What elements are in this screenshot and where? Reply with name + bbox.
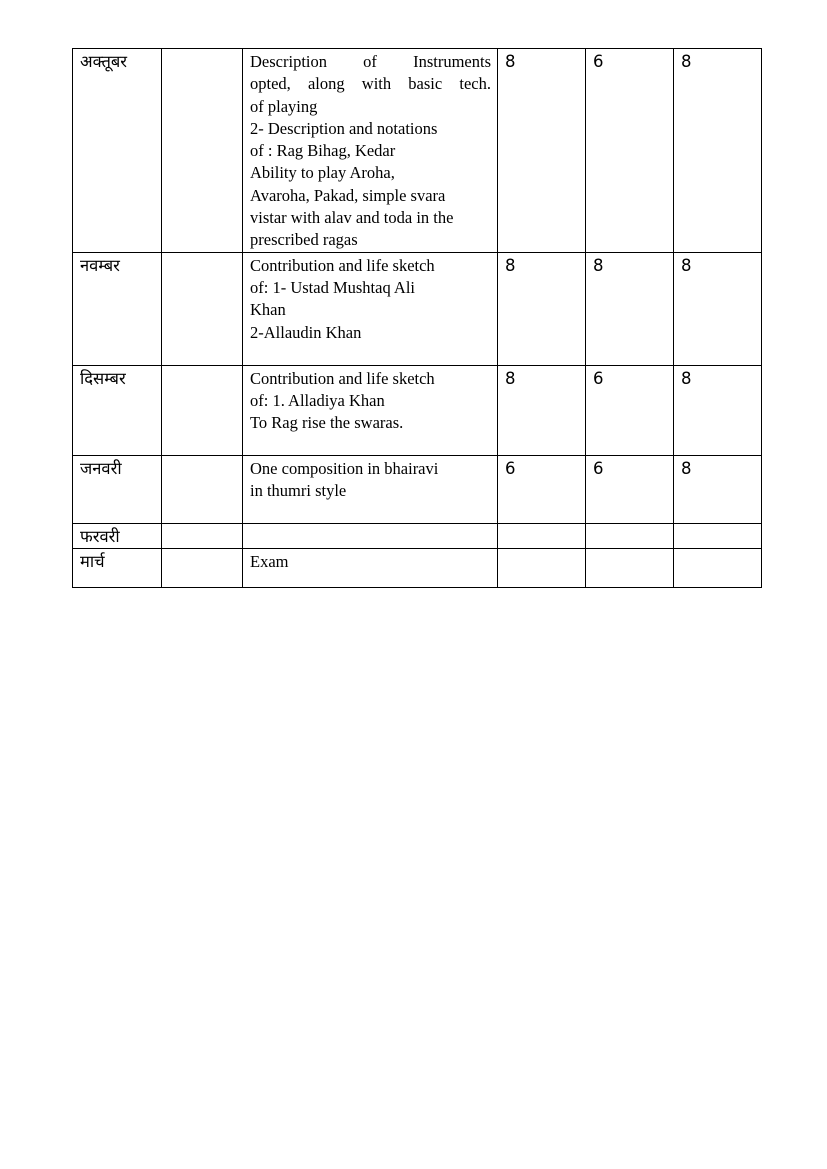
content-line: Avaroha, Pakad, simple svara [250,185,446,205]
table-row [73,455,762,523]
content-line: Contribution and life sketch [250,255,435,275]
score-cell [674,548,762,587]
content-line: opted, along with basic tech. [250,74,491,94]
month-cell: फरवरी [73,523,162,548]
month-cell: जनवरी [73,455,162,523]
table-row [73,365,762,455]
syllabus-table [72,48,762,588]
score-cell [498,548,586,587]
month-cell: अक्तूबर [73,49,162,253]
month-cell: मार्च [73,548,162,587]
score-cell [498,523,586,548]
score-cell: 8 [674,365,762,455]
blank-cell [162,523,243,548]
table-row [73,548,762,587]
content-line: of playing [250,96,318,116]
score-cell: 8 [674,455,762,523]
content-line: of: 1. Alladiya Khan [250,390,385,410]
table-row [73,49,762,253]
score-cell: 8 [498,365,586,455]
score-cell: 8 [674,49,762,253]
month-cell: नवम्बर [73,252,162,365]
score-cell: 6 [586,49,674,253]
blank-cell [162,49,243,253]
score-cell [674,523,762,548]
score-cell: 6 [586,455,674,523]
score-cell: 8 [586,252,674,365]
score-cell: 8 [498,252,586,365]
blank-cell [162,252,243,365]
content-line: prescribed ragas [250,230,358,250]
content-cell [243,252,498,365]
score-cell [586,548,674,587]
table-row [73,523,762,548]
content-line: Ability to play Aroha, [250,163,395,183]
content-line: Description of Instruments [250,52,491,71]
score-cell: 8 [498,49,586,253]
score-cell: 6 [586,365,674,455]
content-line: of : Rag Bihag, Kedar [250,141,396,161]
content-line: 2- Description and notations [250,118,438,138]
content-line: of: 1- Ustad Mushtaq Ali [250,277,415,297]
month-cell: दिसम्बर [73,365,162,455]
content-line: 2-Allaudin Khan [250,322,362,342]
content-cell [243,455,498,523]
score-cell: 6 [498,455,586,523]
content-line: Khan [250,300,286,320]
blank-cell [162,455,243,523]
content-line: Contribution and life sketch [250,368,435,388]
table-row [73,252,762,365]
content-cell [243,49,498,253]
score-cell: 8 [674,252,762,365]
blank-cell [162,365,243,455]
content-line: in thumri style [250,480,347,500]
score-cell [586,523,674,548]
content-line: vistar with alav and toda in the [250,208,454,228]
content-line: To Rag rise the swaras. [250,413,404,433]
blank-cell [162,548,243,587]
content-cell [243,548,498,587]
content-cell [243,365,498,455]
content-line: Exam [250,551,289,571]
content-line: One composition in bhairavi [250,458,439,478]
content-cell [243,523,498,548]
